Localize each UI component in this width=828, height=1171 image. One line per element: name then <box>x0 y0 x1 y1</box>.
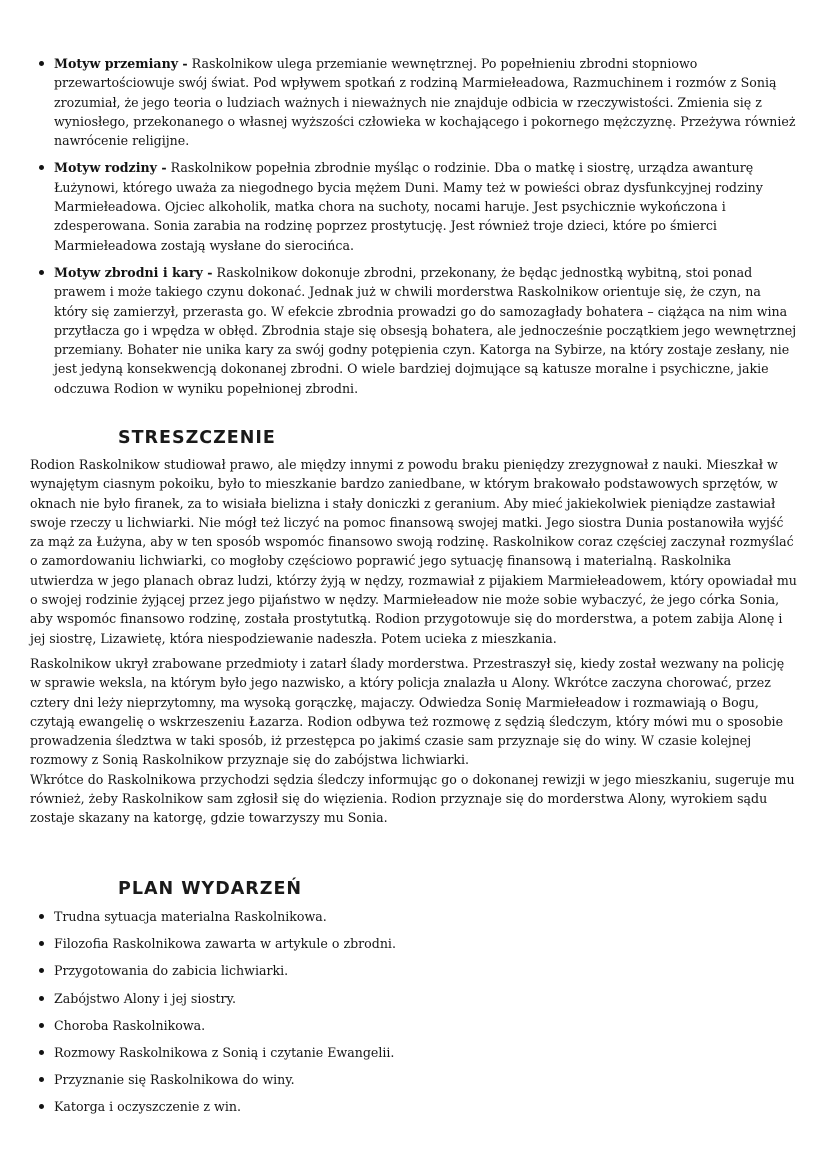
summary-paragraph: Rodion Raskolnikow studiował prawo, ale między innymi z powodu braku pieniędzy zrezygnował z nauki. Mieszkał w wynajętym ciasnym pokoiku, było to mieszkanie bardzo zaniedbane, w którym brakowało podstawowych sprzętów, w oknach nie było firanek, za to wisiała bielizna i stały doniczki z geranium. Aby mieć jakiekolwiek pieniądze zastawiał swoje rzeczy u lichwiarki. Nie mógł też liczyć na pomoc finansową swojej matki. Jego siostra Dunia postanowiła wyjść za mąż za Łużyna, aby w ten sposób wspomóc finansowo swoją rodzinę. Raskolnikow coraz częściej zaczynał rozmyślać o zamordowaniu lichwiarki, co mogłoby częściowo poprawić jego sytuację finansową i materialną. Raskolnika utwierdza w jego planach obraz ludzi, którzy żyją w nędzy, rozmawiał z pijakiem Marmiełeadowem, który opowiadał mu o swojej rodzinie żyjącej przez jego pijaństwo w nędzy. Marmiełeadow nie może sobie wybaczyć, że jego córka Sonia, aby wspomóc finansowo rodzinę, została prostytutką. Rodion przygotowuje się do morderstwa, a potem zabija Alonę i jej siostrę, Lizawietę, która niespodziewanie nadeszła. Potem ucieka z mieszkania. <box>30 457 797 646</box>
motifs-list <box>36 54 798 406</box>
plan-item: Rozmowy Raskolnikowa z Sonią i czytanie Ewangelii. <box>36 1043 776 1070</box>
motif-item <box>36 54 798 150</box>
summary-paragraph: Raskolnikow ukrył zrabowane przedmioty i zatarł ślady morderstwa. Przestraszył się, kiedy został wezwany na policję w sprawie weksla, na którym było jego nazwisko, a który policja znalazła u Alony. Wkrótce zaczyna chorować, przez cztery dni leży nieprzytomny, ma wysoką gorączkę, majaczy. Odwiedza Sonię Marmiełeadow i rozmawiają o Bogu, czytają ewangelię o wskrzeszeniu Łazarza. Rodion odbywa też rozmowę z sędzią śledczym, który mówi mu o sposobie prowadzenia śledztwa w taki sposób, iż przestępca po jakimś czasie sam przyznaje się do winy. W czasie kolejnej rozmowy z Sonią Raskolnikow przyznaje się do zabójstwa lichwiarki. <box>30 655 785 768</box>
plan-item: Przyznanie się Raskolnikowa do winy. <box>36 1070 776 1097</box>
motif-text: Raskolnikow dokonuje zbrodni, przekonany, że będąc jednostką wybitną, stoi ponad prawem i może takiego czynu dokonać. Jednak już w chwili morderstwa Raskolnikow orientuje się, że czyn, na który się zamierzył, przerasta go. W efekcie zbrodnia prowadzi go do samozagłady bohatera – ciążąca na nim wina przytłacza go i wpędza w obłęd. Zbrodnia staje się obsesją bohatera, ale jednocześnie początkiem jego wewnętrznej przemiany. Bohater nie unika kary za swój godny potępienia czyn. Katorga na Sybirze, na który zostaje zesłany, nie jest jedyną konsekwencją dokonanej zbrodni. O wiele bardziej dojmujące są katusze moralne i psychiczne, jakie odczuwa Rodion w wyniku popełnionej zbrodni. <box>54 264 797 396</box>
motif-item <box>36 263 798 398</box>
plan-item: Przygotowania do zabicia lichwiarki. <box>36 961 776 988</box>
plan-item: Filozofia Raskolnikowa zawarta w artykule o zbrodni. <box>36 934 776 961</box>
summary-section <box>30 455 798 834</box>
motif-title: Motyw przemiany - <box>54 56 188 71</box>
motif-text: Raskolnikow ulega przemianie wewnętrznej. Po popełnieniu zbrodni stopniowo przewartościowuje swój świat. Pod wpływem spotkań z rodziną Marmiełeadowa, Razmuchinem i rozmów z Sonią zrozumiał, że jego teoria o ludziach ważnych i nieważnych nie znajduje odbicia w rzeczywistości. Zmienia się z wyniosłego, przekonanego o własnej wyższości człowieka w kochającego i pokornego mężczyznę. Przeżywa również nawrócenie religijne. <box>54 56 796 149</box>
motif-item <box>36 158 798 254</box>
plan-item: Zabójstwo Alony i jej siostry. <box>36 989 776 1016</box>
summary-heading: STRESZCZENIE <box>118 428 276 448</box>
plan-list <box>36 907 776 1125</box>
plan-heading: PLAN WYDARZEŃ <box>118 879 303 899</box>
plan-item: Choroba Raskolnikowa. <box>36 1016 776 1043</box>
motif-text: Raskolnikow popełnia zbrodnie myśląc o rodzinie. Dba o matkę i siostrę, urządza awanturę Łużynowi, którego uważa za niegodnego bycia mężem Duni. Mamy też w powieści obraz dysfunkcyjnej rodziny Marmiełeadowa. Ojciec alkoholik, matka chora na suchoty, nocami haruje. Jest psychicznie wykończona i zdesperowana. Sonia zarabia na rodzinę poprzez prostytucję. Jest również troje dzieci, które po śmierci Marmiełeadowa zostają wysłane do sierocińca. <box>54 160 763 253</box>
motif-title: Motyw rodziny - <box>54 160 167 176</box>
summary-paragraph: Wkrótce do Raskolnikowa przychodzi sędzia śledczy informując go o dokonanej rewizji w jego mieszkaniu, sugeruje mu również, żeby Raskolnikow sam zgłosił się do więzienia. Rodion przyznaje się do morderstwa Alony, wyrokiem sądu zostaje skazany na katorgę, gdzie towarzyszy mu Sonia. <box>30 771 795 826</box>
motif-title: Motyw zbrodni i kary - <box>54 264 213 280</box>
plan-item: Katorga i oczyszczenie z win. <box>36 1097 776 1124</box>
plan-item: Trudna sytuacja materialna Raskolnikowa. <box>36 907 776 934</box>
